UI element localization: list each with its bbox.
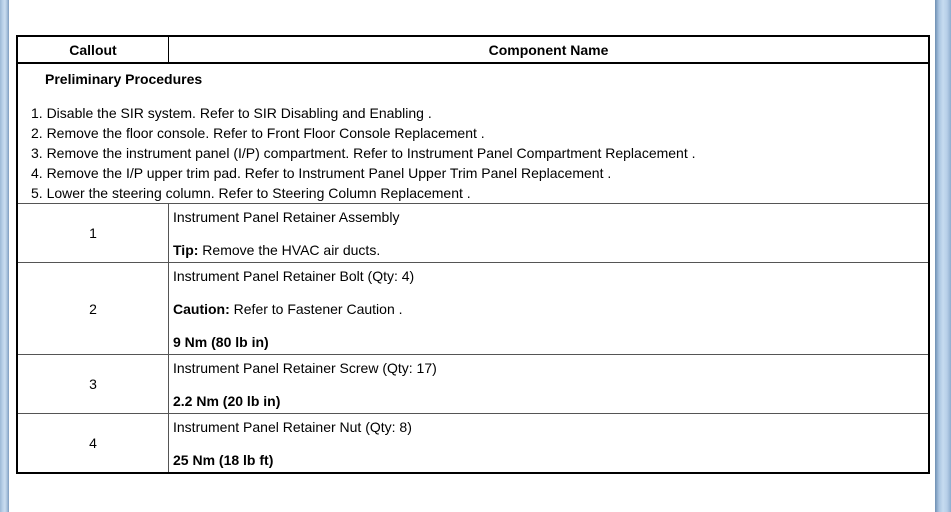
component-name-header: Component Name	[169, 36, 930, 63]
component-cell	[169, 204, 930, 263]
components-table	[16, 35, 930, 474]
caution-text: Refer to Fastener Caution .	[229, 301, 403, 317]
caution-label: Caution:	[173, 301, 230, 317]
table-row	[17, 414, 929, 473]
preliminary-step: 2. Remove the floor console. Refer to Front Floor Console Replacement .	[31, 125, 485, 141]
torque-spec: 25 Nm (18 lb ft)	[173, 452, 274, 468]
preliminary-procedures-title: Preliminary Procedures	[45, 71, 203, 87]
callout-header: Callout	[17, 36, 169, 63]
caution-note	[173, 299, 928, 319]
preliminary-procedures-row	[17, 63, 929, 204]
callout-number: 3	[17, 355, 169, 414]
table-row	[17, 355, 929, 414]
component-cell	[169, 414, 930, 473]
preliminary-step: 3. Remove the instrument panel (I/P) compartment. Refer to Instrument Panel Compartment Replacement .	[31, 145, 696, 161]
preliminary-step: 1. Disable the SIR system. Refer to SIR Disabling and Enabling .	[31, 105, 432, 121]
component-cell	[169, 263, 930, 355]
table-row	[17, 204, 929, 263]
preliminary-steps-list	[18, 103, 928, 203]
table-row	[17, 263, 929, 355]
component-cell	[169, 355, 930, 414]
callout-number: 2	[17, 263, 169, 355]
document-page	[9, 0, 935, 512]
table-header-row	[17, 36, 929, 63]
callout-number: 1	[17, 204, 169, 263]
tip-note	[173, 240, 928, 260]
preliminary-step: 4. Remove the I/P upper trim pad. Refer to Instrument Panel Upper Trim Panel Replacement .	[31, 165, 612, 181]
preliminary-step: 5. Lower the steering column. Refer to Steering Column Replacement .	[31, 185, 471, 201]
component-name: Instrument Panel Retainer Screw (Qty: 17)	[173, 360, 437, 376]
callout-number: 4	[17, 414, 169, 473]
component-name: Instrument Panel Retainer Assembly	[173, 209, 400, 225]
window-frame-right	[935, 0, 951, 512]
component-name: Instrument Panel Retainer Bolt (Qty: 4)	[173, 268, 415, 284]
tip-label: Tip:	[173, 242, 199, 258]
component-name: Instrument Panel Retainer Nut (Qty: 8)	[173, 419, 412, 435]
tip-text: Remove the HVAC air ducts.	[198, 242, 381, 258]
torque-spec: 2.2 Nm (20 lb in)	[173, 393, 281, 409]
torque-spec: 9 Nm (80 lb in)	[173, 334, 269, 350]
window-frame-left	[0, 0, 9, 512]
